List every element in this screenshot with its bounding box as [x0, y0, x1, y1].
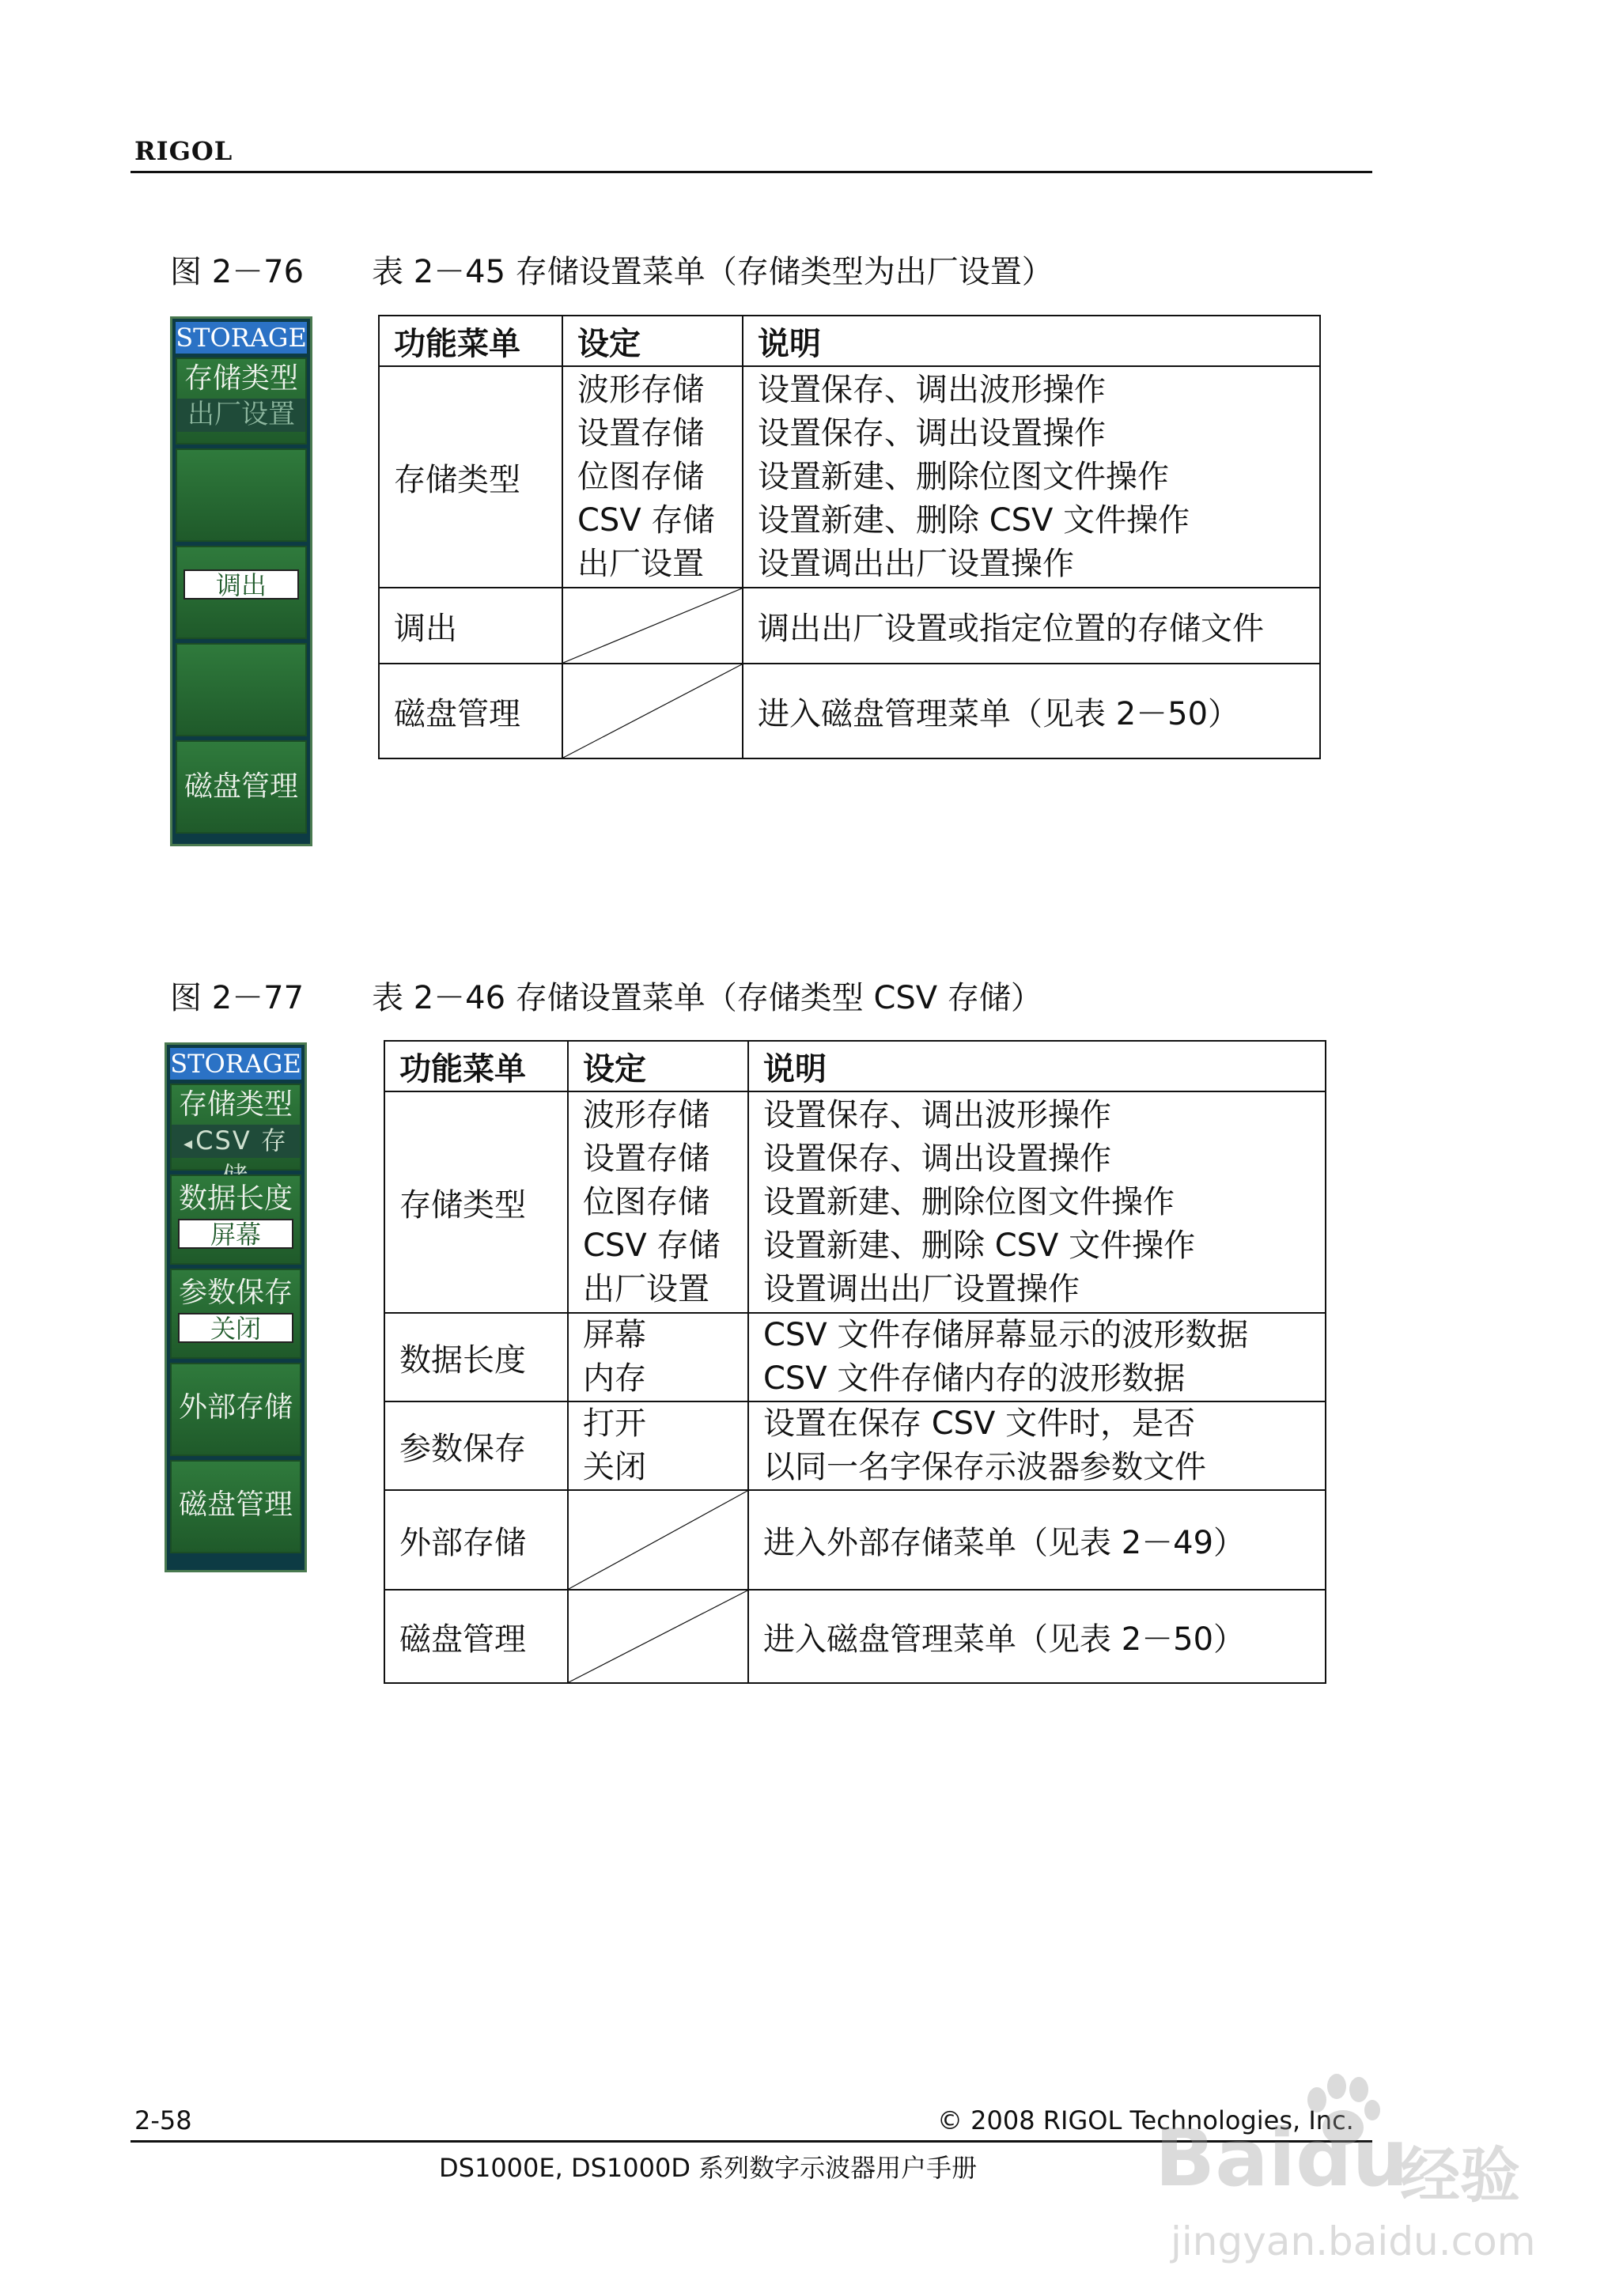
desc-cell: CSV 文件存储屏幕显示的波形数据 CSV 文件存储内存的波形数据	[748, 1313, 1326, 1401]
settings-cell: 打开 关闭	[568, 1401, 748, 1490]
table-row	[384, 1313, 1326, 1401]
watermark-url: jingyan.baidu.com	[1171, 2218, 1536, 2264]
softkey-param-save[interactable]	[170, 1269, 301, 1359]
softkey-label: 数据长度	[178, 1182, 293, 1215]
product-name: DS1000E, DS1000D 系列数字示波器用户手册	[439, 2153, 978, 2183]
menu-cell: 外部存储	[384, 1490, 568, 1590]
settings-cell: 波形存储 设置存储 位图存储 CSV 存储 出厂设置	[568, 1091, 748, 1313]
softkey-label: 存储类型	[183, 362, 298, 395]
spec-table-2	[384, 1040, 1326, 1684]
desc-cell: 进入磁盘管理菜单（见表 2－50）	[748, 1590, 1326, 1683]
desc-cell: 进入磁盘管理菜单（见表 2－50）	[743, 664, 1320, 758]
softkey-blank[interactable]	[176, 448, 307, 542]
softkey-external-storage[interactable]	[170, 1363, 301, 1456]
empty-setting-slash	[562, 588, 743, 664]
softkey-label: 参数保存	[178, 1277, 293, 1309]
softkey-disk-manage[interactable]	[176, 740, 307, 834]
menu-cell: 调出	[379, 588, 562, 664]
table-row	[379, 664, 1320, 758]
softkey-storage-type[interactable]	[170, 1084, 301, 1171]
param-save-value[interactable]: 关闭	[178, 1313, 293, 1343]
table-row	[379, 588, 1320, 664]
softkey-recall[interactable]	[176, 546, 307, 639]
menu-cell: 磁盘管理	[379, 664, 562, 758]
softkey-label: 磁盘管理	[178, 1488, 293, 1521]
table-row	[384, 1590, 1326, 1683]
softkey-data-length[interactable]	[170, 1174, 301, 1265]
desc-cell: 设置在保存 CSV 文件时，是否 以同一名字保存示波器参数文件	[748, 1401, 1326, 1490]
watermark-brand: Baidu	[1155, 2112, 1409, 2204]
col-header: 功能菜单	[379, 316, 562, 366]
selector-arrow-icon: ◂	[183, 1134, 195, 1154]
softkey-disk-manage[interactable]	[170, 1460, 301, 1553]
desc-cell: 设置保存、调出波形操作 设置保存、调出设置操作 设置新建、删除位图文件操作 设置新建、删除 CSV 文件操作 设置调出出厂设置操作	[743, 366, 1320, 588]
table-row	[379, 366, 1320, 588]
copyright: © 2008 RIGOL Technologies, Inc.	[937, 2105, 1354, 2135]
col-header: 设定	[562, 316, 743, 366]
storage-menu	[170, 316, 312, 846]
table-row	[384, 1401, 1326, 1490]
col-header: 设定	[568, 1041, 748, 1091]
table-row	[384, 1091, 1326, 1313]
header-rule	[131, 171, 1372, 173]
softkey-label: 外部存储	[178, 1391, 293, 1424]
baidu-watermark	[1139, 2072, 1566, 2278]
page-number: 2-58	[134, 2105, 192, 2135]
table-caption: 表 2－45 存储设置菜单（存储类型为出厂设置）	[372, 254, 1054, 290]
watermark-cn: 经验	[1400, 2140, 1520, 2211]
spec-table-1	[378, 315, 1321, 759]
softkey-blank-2[interactable]	[176, 643, 307, 736]
brand-logo: RIGOL	[134, 136, 233, 166]
data-length-value[interactable]: 屏幕	[178, 1219, 293, 1249]
settings-cell: 屏幕 内存	[568, 1313, 748, 1401]
figure-label: 图 2－76	[170, 254, 305, 290]
col-header: 说明	[743, 316, 1320, 366]
table-row	[384, 1490, 1326, 1590]
menu-cell: 存储类型	[384, 1091, 568, 1313]
softkey-label: 存储类型	[178, 1088, 293, 1121]
storage-menu	[165, 1042, 307, 1572]
menu-cell: 磁盘管理	[384, 1590, 568, 1683]
figure-label: 图 2－77	[170, 980, 305, 1016]
col-header: 功能菜单	[384, 1041, 568, 1091]
menu-title: STORAGE	[170, 1049, 301, 1079]
settings-cell: 波形存储 设置存储 位图存储 CSV 存储 出厂设置	[562, 366, 743, 588]
softkey-value: ◂CSV 存	[172, 1125, 300, 1158]
empty-setting-slash	[568, 1490, 748, 1590]
table-caption: 表 2－46 存储设置菜单（存储类型 CSV 存储）	[372, 980, 1042, 1016]
softkey-storage-type[interactable]	[176, 357, 307, 444]
menu-cell: 存储类型	[379, 366, 562, 588]
col-header: 说明	[748, 1041, 1326, 1091]
empty-setting-slash	[568, 1590, 748, 1683]
recall-button[interactable]: 调出	[183, 569, 299, 600]
desc-cell: 进入外部存储菜单（见表 2－49）	[748, 1490, 1326, 1590]
menu-cell: 参数保存	[384, 1401, 568, 1490]
softkey-value: 出厂设置	[177, 399, 305, 432]
desc-cell: 调出出厂设置或指定位置的存储文件	[743, 588, 1320, 664]
softkey-label: 磁盘管理	[183, 770, 298, 803]
menu-title: STORAGE	[176, 323, 307, 353]
desc-cell: 设置保存、调出波形操作 设置保存、调出设置操作 设置新建、删除位图文件操作 设置新建、删除 CSV 文件操作 设置调出出厂设置操作	[748, 1091, 1326, 1313]
empty-setting-slash	[562, 664, 743, 758]
menu-cell: 数据长度	[384, 1313, 568, 1401]
